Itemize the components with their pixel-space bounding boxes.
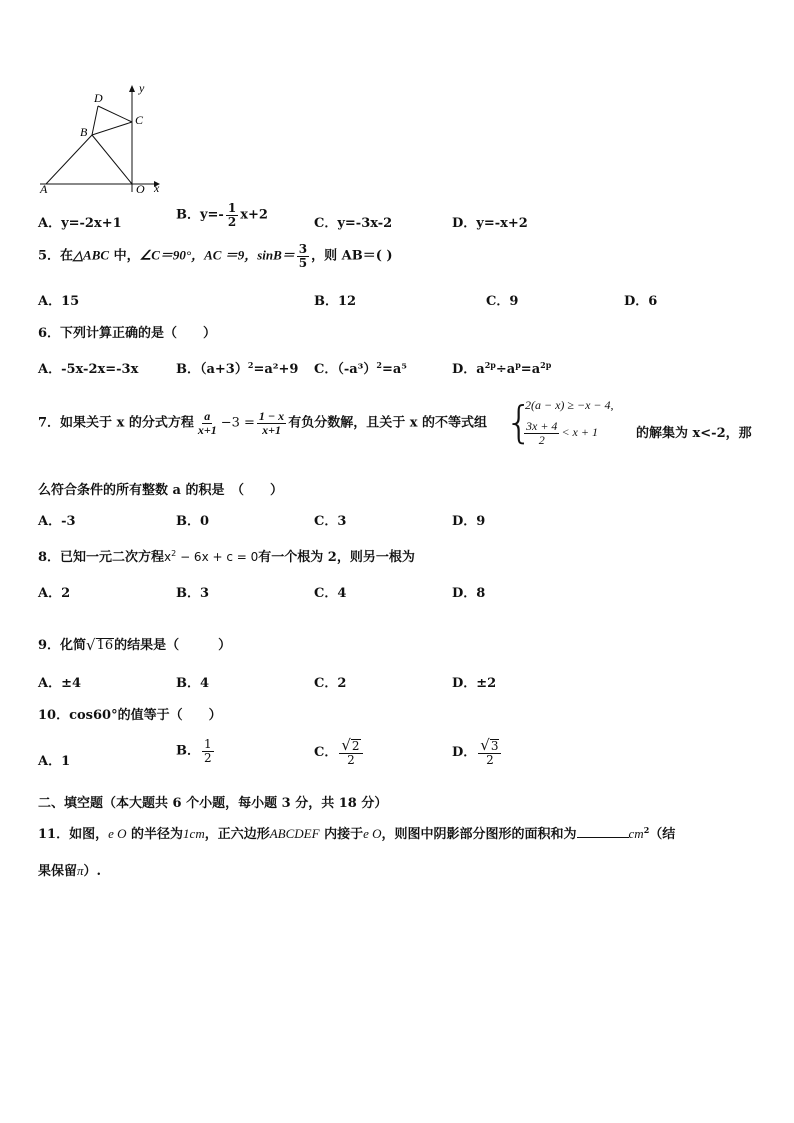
q5-triangle: △ABC xyxy=(73,247,110,263)
q8-option-b xyxy=(176,582,209,601)
q7-fraction-2 xyxy=(257,410,286,436)
q5-option-b-text: B．12 xyxy=(314,294,357,309)
q11-unit-sup: 2 xyxy=(643,825,650,835)
q11-p4: 内接于 xyxy=(319,827,364,842)
q6-option-c-pre: C．（-a³） xyxy=(314,362,377,377)
q9-option-b-text: B．4 xyxy=(176,676,210,691)
fraction-denominator: 2 xyxy=(204,750,212,765)
question-9 xyxy=(38,634,231,653)
q8-post: 有一个根为 2，则另一根为 xyxy=(258,550,415,565)
q6-option-a-text: A．-5x-2x=-3x xyxy=(38,362,139,377)
q5-post: ，则 AB＝( ) xyxy=(311,248,393,264)
q6-option-d xyxy=(452,358,551,377)
q4-option-b-pre: B．y=- xyxy=(176,207,224,223)
segment-dc xyxy=(98,106,132,122)
label-d: D xyxy=(94,91,103,105)
q8-option-c-text: C．4 xyxy=(314,586,347,601)
fraction-denominator: 2 xyxy=(347,753,355,767)
q9-option-a-text: A．±4 xyxy=(38,676,82,691)
q4-option-a xyxy=(38,212,122,231)
q7-inequality-2-post: < x + 1 xyxy=(561,424,598,439)
q8-option-d-text: D．8 xyxy=(452,586,486,601)
q9-option-d-text: D．±2 xyxy=(452,676,497,691)
q10-option-c-pre: C． xyxy=(314,744,338,760)
q5-option-a xyxy=(38,290,79,309)
sqrt xyxy=(480,738,499,753)
segment-ab xyxy=(46,135,92,184)
sqrt-radical: √ xyxy=(86,636,96,655)
q7-post-text: 的解集为 x<-2，那 xyxy=(636,426,752,441)
q5-option-c-text: C．9 xyxy=(486,294,519,309)
question-11-line-1 xyxy=(38,823,675,842)
q11-pi: π xyxy=(77,863,84,878)
q9-pre: 9．化简 xyxy=(38,638,87,653)
q11-radius: 1cm xyxy=(183,826,205,841)
segment-bc xyxy=(92,122,132,135)
q10-option-a-text: A．1 xyxy=(38,754,71,769)
q6-option-b-pre: B．（a+3） xyxy=(176,362,248,377)
q7-brace: { xyxy=(505,397,533,448)
q11-hexagon: ABCDEF xyxy=(269,826,320,841)
question-8 xyxy=(38,546,415,565)
q6-option-c-sup: 2 xyxy=(376,360,382,370)
q9-sqrt xyxy=(86,638,114,653)
y-axis-arrow xyxy=(129,85,135,92)
q10-option-a xyxy=(38,750,70,769)
q9-option-c xyxy=(314,672,346,691)
q10-stem: 10．cos60°的值等于（ ） xyxy=(38,708,222,723)
q8-eq-x: x xyxy=(164,550,172,564)
q8-option-a-text: A．2 xyxy=(38,586,71,601)
q6-option-c xyxy=(314,358,407,377)
coordinate-figure xyxy=(36,80,166,195)
q6-option-c-post: =a⁵ xyxy=(381,362,407,377)
q11-circle: e O xyxy=(108,826,127,841)
q10-option-b-fraction xyxy=(202,738,214,764)
q7-post xyxy=(636,422,752,441)
q7-pre: 7．如果关于 x 的分式方程 xyxy=(38,415,194,431)
q9-option-d xyxy=(452,672,496,691)
q4-option-c-text: C．y=-3x-2 xyxy=(314,216,393,231)
q7-option-c-text: C．3 xyxy=(314,514,347,529)
q7-minus-three: −3 = xyxy=(220,415,255,431)
q11-p2: 的半径为 xyxy=(126,827,184,842)
fraction-numerator: 3x + 4 xyxy=(526,419,558,433)
q4-option-b-fraction xyxy=(226,202,238,228)
q8-option-b-text: B．3 xyxy=(176,586,210,601)
q7-inequality-2-fraction xyxy=(524,420,559,446)
q5-mid: 中， xyxy=(109,248,140,264)
q6-option-d-sup3: 2p xyxy=(540,360,552,370)
q11-p1: 11．如图， xyxy=(38,827,109,842)
q10-option-b xyxy=(176,738,216,764)
q4-option-b xyxy=(176,202,268,228)
q8-option-a xyxy=(38,582,70,601)
section-2-title xyxy=(38,792,387,811)
fraction-numerator: 1 xyxy=(204,737,212,751)
q11-unit: cm xyxy=(628,826,644,841)
q5-option-b xyxy=(314,290,356,309)
fraction-denominator: x+1 xyxy=(262,422,281,437)
fraction-numerator: 1 − x xyxy=(258,409,285,423)
sqrt xyxy=(341,738,360,753)
segment-bo xyxy=(92,135,132,184)
fraction-numerator: a xyxy=(204,409,211,423)
q8-eq-rest: − 6x + c = 0 xyxy=(176,550,259,564)
q6-option-b-post: =a²+9 xyxy=(253,362,299,377)
q4-option-c xyxy=(314,212,392,231)
q7-option-a-text: A．-3 xyxy=(38,514,76,529)
q4-option-a-text: A．y=-2x+1 xyxy=(38,216,122,231)
sqrt-radicand: 3 xyxy=(490,738,499,753)
q7-option-a xyxy=(38,510,76,529)
q6-option-d-sup2: p xyxy=(515,360,521,370)
q10-option-c xyxy=(314,738,365,767)
q8-eq-sup: 2 xyxy=(171,549,177,558)
label-o: O xyxy=(136,182,145,195)
answer-blank[interactable] xyxy=(577,825,629,838)
q4-option-d xyxy=(452,212,528,231)
label-b: B xyxy=(80,125,88,139)
section-2-title-text: 二、填空题（本大题共 6 个小题，每小题 3 分，共 18 分） xyxy=(38,796,388,811)
fraction-denominator: 2 xyxy=(538,432,545,447)
q11-p6: （结 xyxy=(649,827,676,842)
q6-option-d-post: =a xyxy=(520,362,541,377)
q7-option-d-text: D．9 xyxy=(452,514,486,529)
q11-line-2-post: ）. xyxy=(83,864,102,879)
label-a: A xyxy=(40,182,48,195)
q7-option-b xyxy=(176,510,209,529)
question-7-line-2 xyxy=(38,479,283,498)
q6-option-b xyxy=(176,358,298,377)
q8-pre: 8．已知一元二次方程 xyxy=(38,550,165,565)
q9-post: 的结果是（ ） xyxy=(114,638,232,653)
q10-option-d-fraction xyxy=(478,738,501,767)
question-6 xyxy=(38,322,216,341)
q5-option-a-text: A．15 xyxy=(38,294,80,309)
q7-option-d xyxy=(452,510,485,529)
question-10 xyxy=(38,704,222,723)
q10-option-d xyxy=(452,738,503,767)
q6-stem: 6．下列计算正确的是（ ） xyxy=(38,326,217,341)
fraction-denominator: 2 xyxy=(486,753,494,767)
q6-option-b-sup: 2 xyxy=(247,360,254,370)
q6-option-d-pre: D．a xyxy=(452,362,485,377)
q11-p5: ，则图中阴影部分图形的面积和为 xyxy=(381,827,577,842)
question-7-line-1 xyxy=(38,410,487,436)
q9-option-a xyxy=(38,672,81,691)
q7-option-b-text: B．0 xyxy=(176,514,210,529)
fraction-numerator xyxy=(339,738,362,754)
q7-inequality-1-text: 2(a − x) ≥ −x − 4, xyxy=(525,398,614,412)
sqrt-radical: √ xyxy=(480,736,490,754)
q8-option-d xyxy=(452,582,485,601)
segment-bd xyxy=(92,106,98,135)
q5-option-d xyxy=(624,290,657,309)
fraction-numerator xyxy=(478,738,501,754)
q5-option-d-text: D．6 xyxy=(624,294,658,309)
q5-option-c xyxy=(486,290,518,309)
q11-p3: ，正六边形 xyxy=(204,827,270,842)
q7-option-c xyxy=(314,510,346,529)
q4-option-b-post: x+2 xyxy=(240,207,268,223)
q6-option-a xyxy=(38,358,138,377)
q5-pre: 5．在 xyxy=(38,248,74,264)
q10-option-c-fraction xyxy=(339,738,362,767)
q7-inequality-2 xyxy=(522,420,598,446)
fraction-denominator: 5 xyxy=(298,255,308,270)
q8-option-c xyxy=(314,582,346,601)
q7-fraction-1 xyxy=(196,410,219,436)
label-x: x xyxy=(154,181,160,195)
q7-line-2-text: 么符合条件的所有整数 a 的积是 （ ） xyxy=(38,483,283,498)
q7-inequality-1 xyxy=(525,398,614,413)
q6-option-d-sup1: 2p xyxy=(484,360,496,370)
q9-option-c-text: C．2 xyxy=(314,676,347,691)
q6-option-d-mid: ÷a xyxy=(495,362,516,377)
q7-mid: 有负分数解，且关于 x 的不等式组 xyxy=(288,415,487,431)
fraction-numerator: 1 xyxy=(227,201,237,215)
question-11-line-2 xyxy=(38,860,101,879)
question-5 xyxy=(38,243,393,269)
label-y: y xyxy=(139,81,145,95)
q5-fraction xyxy=(297,243,309,269)
sqrt-radical: √ xyxy=(341,736,351,754)
fraction-denominator: 2 xyxy=(227,214,237,229)
label-c: C xyxy=(135,113,144,127)
q10-option-d-pre: D． xyxy=(452,744,477,760)
q10-option-b-pre: B． xyxy=(176,743,200,759)
q5-condition: ∠C＝90°，AC ＝9，sinB＝ xyxy=(139,247,295,263)
sqrt-radicand: 2 xyxy=(351,738,360,753)
q4-option-d-text: D．y=-x+2 xyxy=(452,216,528,231)
q9-option-b xyxy=(176,672,209,691)
sqrt-radicand: 16 xyxy=(96,637,114,653)
q11-circle-2: e O xyxy=(363,826,382,841)
fraction-denominator: x+1 xyxy=(197,422,217,437)
fraction-numerator: 3 xyxy=(298,242,308,256)
q11-line-2-pre: 果保留 xyxy=(38,864,78,879)
